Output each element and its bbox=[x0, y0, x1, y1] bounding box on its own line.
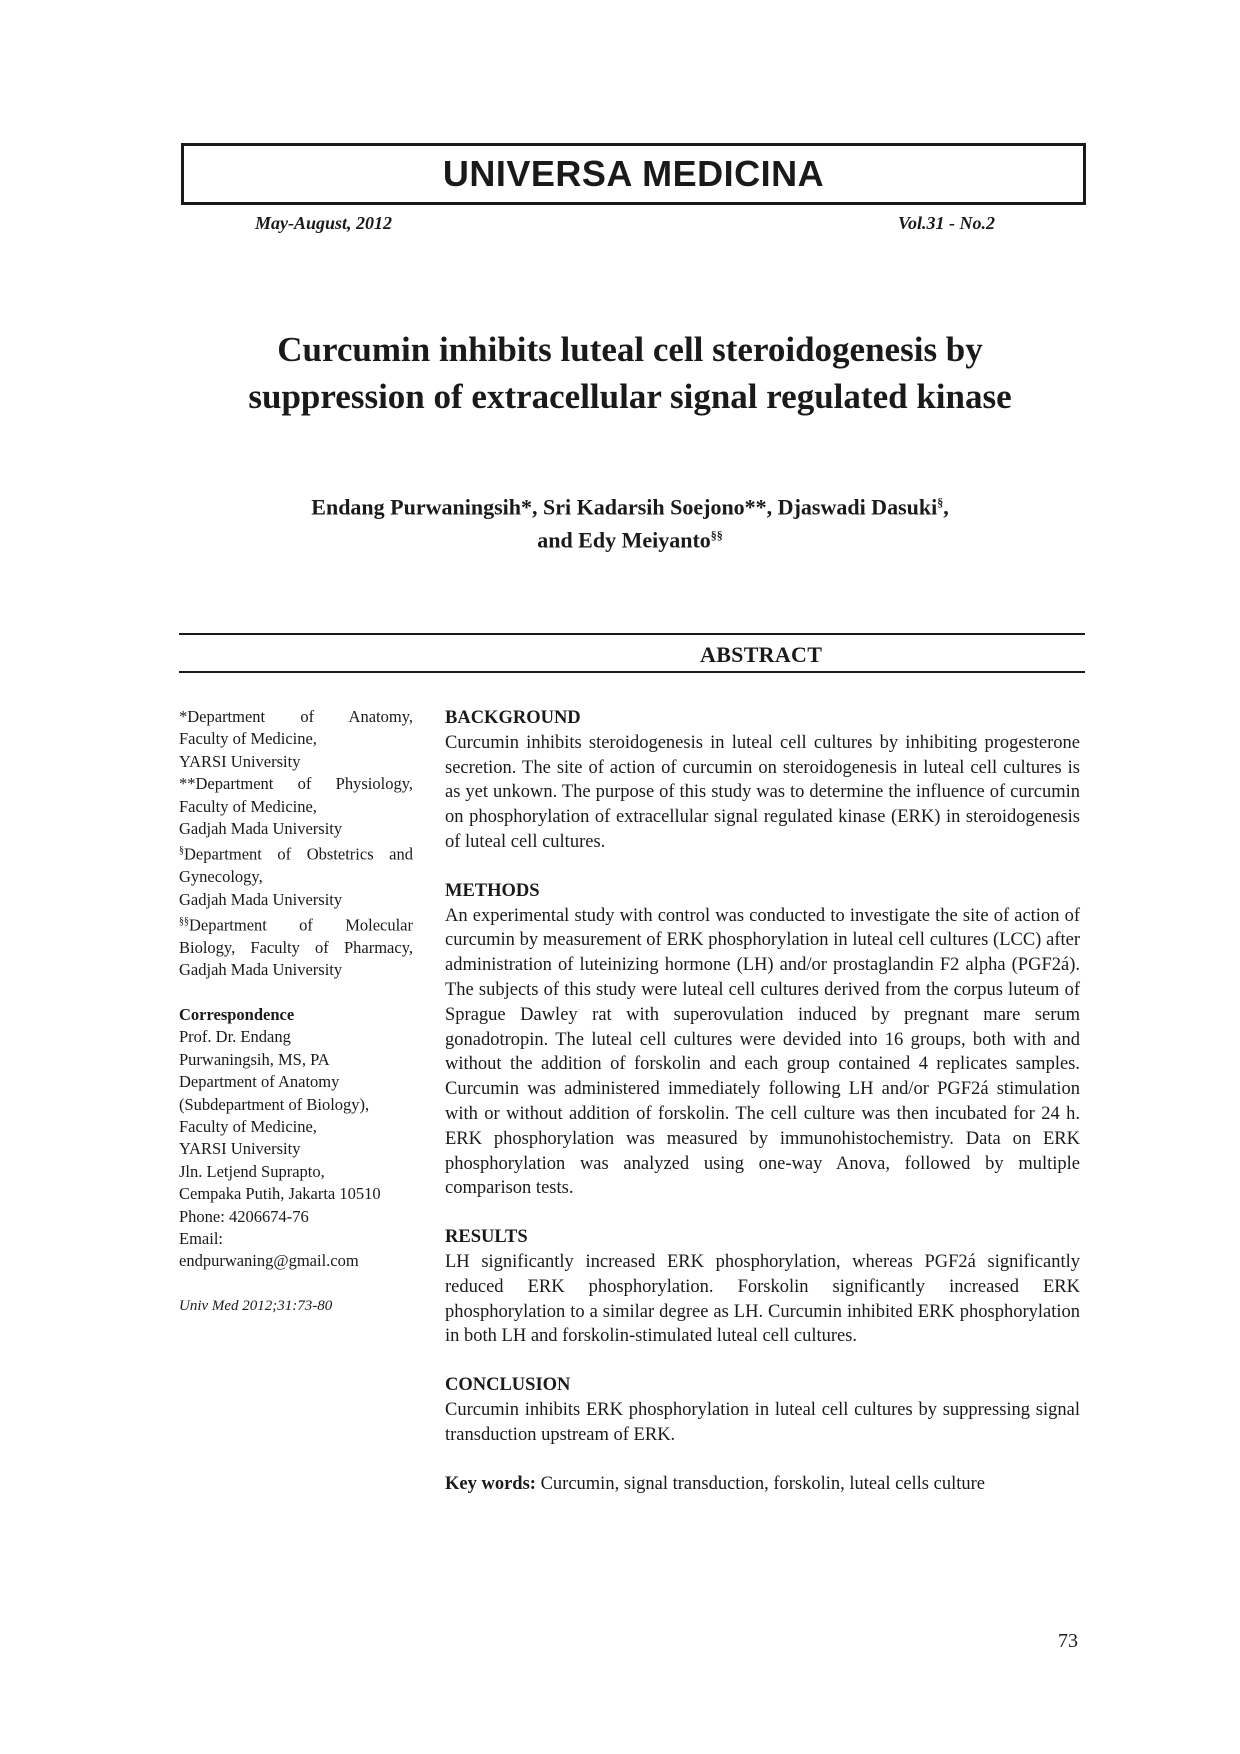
affiliation-line: Faculty of Medicine, bbox=[179, 729, 317, 749]
author-mark: § bbox=[937, 495, 944, 509]
abstract-top-rule bbox=[179, 633, 1085, 635]
title-line-1: Curcumin inhibits luteal cell steroidogenesis by bbox=[277, 330, 983, 369]
affiliation-text: Department of Molecular bbox=[189, 915, 413, 935]
affiliation-mark: § bbox=[179, 845, 184, 857]
correspondence-email: endpurwaning@gmail.com bbox=[179, 1251, 359, 1271]
affiliation-text: Department of Obstetrics and bbox=[184, 844, 413, 864]
correspondence-line: Department of Anatomy bbox=[179, 1072, 340, 1092]
affiliation-line: Gadjah Mada University bbox=[179, 960, 343, 980]
article-authors bbox=[120, 488, 1140, 555]
affiliations-column bbox=[179, 706, 413, 1317]
background-text: Curcumin inhibits steroidogenesis in luteal cell cultures by inhibiting progesterone secretion. The site of action of curcumin on steroidogenesis in luteal cell cultures is as yet unkown. The purpose of this study was to determine the influence of curcumin on phosphorylation of extracellular signal regulated kinase (ERK) in steroidogenesis of luteal cell cultures. bbox=[445, 732, 1080, 852]
conclusion-text: Curcumin inhibits ERK phosphorylation in luteal cell cultures by suppressing signal transduction upstream of ERK. bbox=[445, 1399, 1080, 1445]
keywords bbox=[445, 1472, 1080, 1497]
abstract-heading: ABSTRACT bbox=[700, 642, 823, 667]
correspondence-line: Prof. Dr. Endang bbox=[179, 1027, 291, 1047]
affiliation-line: *Department of Anatomy, bbox=[179, 707, 413, 726]
correspondence-line: (Subdepartment of Biology), bbox=[179, 1094, 370, 1114]
affiliation-mark: §§ bbox=[179, 916, 189, 928]
affiliation-line: Gadjah Mada University bbox=[179, 819, 343, 839]
affiliation-line: Gynecology, bbox=[179, 867, 263, 887]
abstract-bottom-rule bbox=[179, 671, 1085, 673]
issue-volume: Vol.31 - No.2 bbox=[898, 213, 996, 233]
journal-name: UNIVERSA MEDICINA bbox=[442, 153, 825, 194]
abstract-body bbox=[445, 706, 1080, 1496]
correspondence-line: YARSI University bbox=[179, 1139, 301, 1159]
authors-comma: , bbox=[943, 494, 949, 520]
background-section bbox=[445, 706, 1080, 855]
correspondence-heading: Correspondence bbox=[179, 1004, 295, 1024]
results-section bbox=[445, 1225, 1080, 1349]
conclusion-heading: CONCLUSION bbox=[445, 1375, 571, 1396]
authors-line-2 bbox=[120, 521, 1140, 554]
affiliation-line: Faculty of Medicine, bbox=[179, 796, 317, 816]
authors-names-2: and Edy Meiyanto bbox=[537, 527, 711, 553]
citation: Univ Med 2012;31:73-80 bbox=[179, 1297, 333, 1314]
authors-names-1: Endang Purwaningsih*, Sri Kadarsih Soejono**, Djaswadi Dasuki bbox=[311, 494, 938, 520]
methods-text: An experimental study with control was conducted to investigate the site of action of curcumin by measurement of ERK phosphorylation in luteal cell cultures (LCC) after administration of luteinizing hormone (LH) and/or prostaglandin F2 alpha (PGF2á). The subjects of this study were luteal cell cultures derived from the corpus luteum of Sprague Dawley rat with superovulation induced by pregnant mare serum gonadotropin. The luteal cell cultures were devided into 16 groups, both with and without the addition of forskolin and each group contained 4 replicates samples. Curcumin was administered immediately following LH and/or PGF2á stimulation with or without addition of forskolin. The cell culture was then incubated for 24 h. ERK phosphorylation was measured by immunohistochemistry. Data on ERK phosphorylation was analyzed using one-way Anova, followed by multiple comparison tests. bbox=[445, 905, 1080, 1199]
affiliation-line: **Department of Physiology, bbox=[179, 774, 413, 794]
methods-section bbox=[445, 879, 1080, 1201]
conclusion-section bbox=[445, 1373, 1080, 1447]
issue-date: May-August, 2012 bbox=[255, 213, 393, 233]
affiliation-line bbox=[179, 911, 413, 937]
correspondence-line: Phone: 4206674-76 bbox=[179, 1206, 309, 1226]
journal-header-box bbox=[181, 143, 1086, 205]
results-text: LH significantly increased ERK phosphorylation, whereas PGF2á significantly reduced ERK phosphorylation. Forskolin significantly increased ERK phosphorylation to a similar degree as LH. Curcumin inhibited ERK phosphorylation in both LH and forskolin-stimulated luteal cell cultures. bbox=[445, 1251, 1080, 1347]
correspondence-line: Purwaningsih, MS, PA bbox=[179, 1049, 330, 1069]
results-heading: RESULTS bbox=[445, 1227, 528, 1248]
authors-line-1 bbox=[120, 488, 1140, 521]
correspondence-line: Jln. Letjend Suprapto, bbox=[179, 1161, 325, 1181]
background-heading: BACKGROUND bbox=[445, 708, 581, 728]
page-number: 73 bbox=[1058, 1630, 1078, 1652]
title-line-2: suppression of extracellular signal regulated kinase bbox=[248, 377, 1012, 416]
correspondence-line: Cempaka Putih, Jakarta 10510 bbox=[179, 1184, 381, 1204]
correspondence-line: Email: bbox=[179, 1228, 223, 1248]
methods-heading: METHODS bbox=[445, 880, 540, 901]
keywords-text: Curcumin, signal transduction, forskolin, luteal cells culture bbox=[540, 1473, 985, 1494]
author-mark: §§ bbox=[710, 528, 723, 543]
keywords-label: Key words: bbox=[445, 1473, 536, 1494]
affiliation-line: YARSI University bbox=[179, 751, 301, 771]
article-title bbox=[120, 326, 1140, 420]
correspondence-line: Faculty of Medicine, bbox=[179, 1116, 317, 1136]
affiliation-line: Biology, Faculty of Pharmacy, bbox=[179, 938, 413, 958]
affiliation-line: Gadjah Mada University bbox=[179, 889, 343, 909]
affiliation-line bbox=[179, 840, 413, 866]
